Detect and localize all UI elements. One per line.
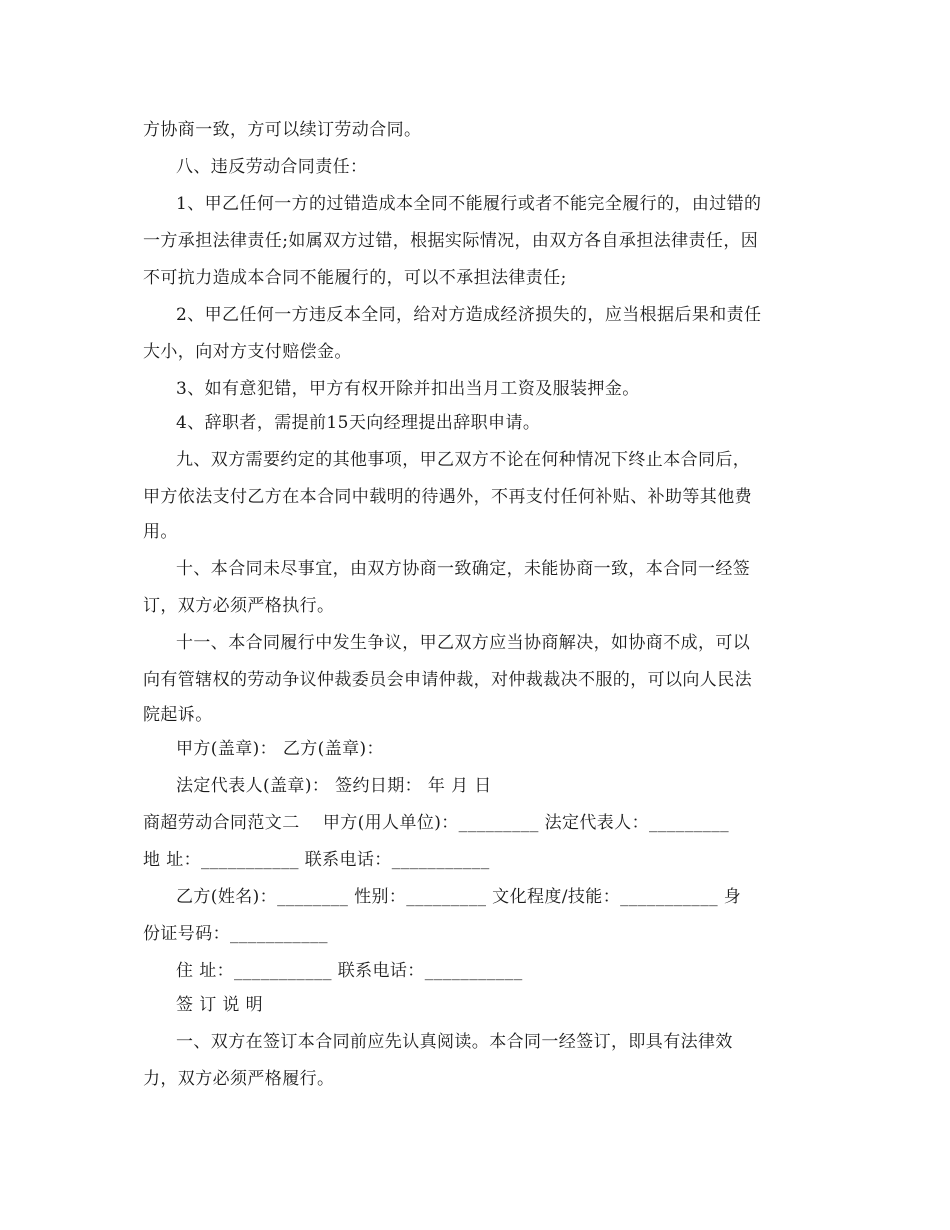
paragraph-line: 1、甲乙任何一方的过错造成本全同不能履行或者不能完全履行的，由过错的 bbox=[176, 194, 762, 214]
paragraph-line: 十一、本合同履行中发生争议，甲乙双方应当协商解决，如协商不成，可以 bbox=[176, 633, 751, 653]
paragraph-line: 院起诉。 bbox=[143, 705, 213, 725]
paragraph-line: 大小，向对方支付赔偿金。 bbox=[143, 342, 352, 362]
paragraph-line: 一、双方在签订本合同前应先认真阅读。本合同一经签订，即具有法律效 bbox=[176, 1032, 733, 1052]
form-line: 份证号码：___________ bbox=[143, 924, 328, 944]
paragraph-line: 订，双方必须严格执行。 bbox=[143, 596, 335, 616]
paragraph-line: 2、甲乙任何一方违反本全同，给对方造成经济损失的，应当根据后果和责任 bbox=[176, 305, 762, 325]
paragraph-line: 一方承担法律责任;如属双方过错，根据实际情况，由双方各自承担法律责任，因 bbox=[143, 231, 759, 251]
paragraph-line: 用。 bbox=[143, 522, 178, 542]
paragraph-line: 向有管辖权的劳动争议仲裁委员会申请仲裁，对仲裁裁决不服的，可以向人民法 bbox=[143, 670, 752, 690]
paragraph-line: 力，双方必须严格履行。 bbox=[143, 1069, 335, 1089]
paragraph-line: 不可抗力造成本合同不能履行的，可以不承担法律责任; bbox=[143, 268, 567, 288]
paragraph-line: 九、双方需要约定的其他事项，甲乙双方不论在何种情况下终止本合同后， bbox=[176, 450, 751, 470]
paragraph-line: 甲方依法支付乙方在本合同中载明的待遇外，不再支付任何补贴、补助等其他费 bbox=[143, 487, 752, 507]
signature-line: 法定代表人(盖章)： 签约日期： 年 月 日 bbox=[176, 776, 492, 796]
paragraph-line: 4、辞职者，需提前15天向经理提出辞职申请。 bbox=[176, 413, 541, 433]
form-line: 地 址：___________ 联系电话：___________ bbox=[143, 850, 490, 870]
paragraph-line: 十、本合同未尽事宜，由双方协商一致确定，未能协商一致，本合同一经签 bbox=[176, 559, 751, 579]
paragraph-line: 3、如有意犯错，甲方有权开除并扣出当月工资及服装押金。 bbox=[176, 379, 640, 399]
paragraph-line: 方协商一致，方可以续订劳动合同。 bbox=[143, 120, 422, 140]
form-line: 商超劳动合同范文二 甲方(用人单位)：_________ 法定代表人：_________ bbox=[143, 813, 730, 833]
signature-line: 甲方(盖章)： 乙方(盖章)： bbox=[176, 739, 384, 759]
form-line: 住 址：___________ 联系电话：___________ bbox=[176, 961, 523, 981]
section-heading: 签 订 说 明 bbox=[176, 995, 264, 1015]
form-line: 乙方(姓名)：________ 性别：_________ 文化程度/技能：___________ 身 bbox=[176, 887, 742, 907]
section-heading: 八、违反劳动合同责任： bbox=[176, 157, 368, 177]
